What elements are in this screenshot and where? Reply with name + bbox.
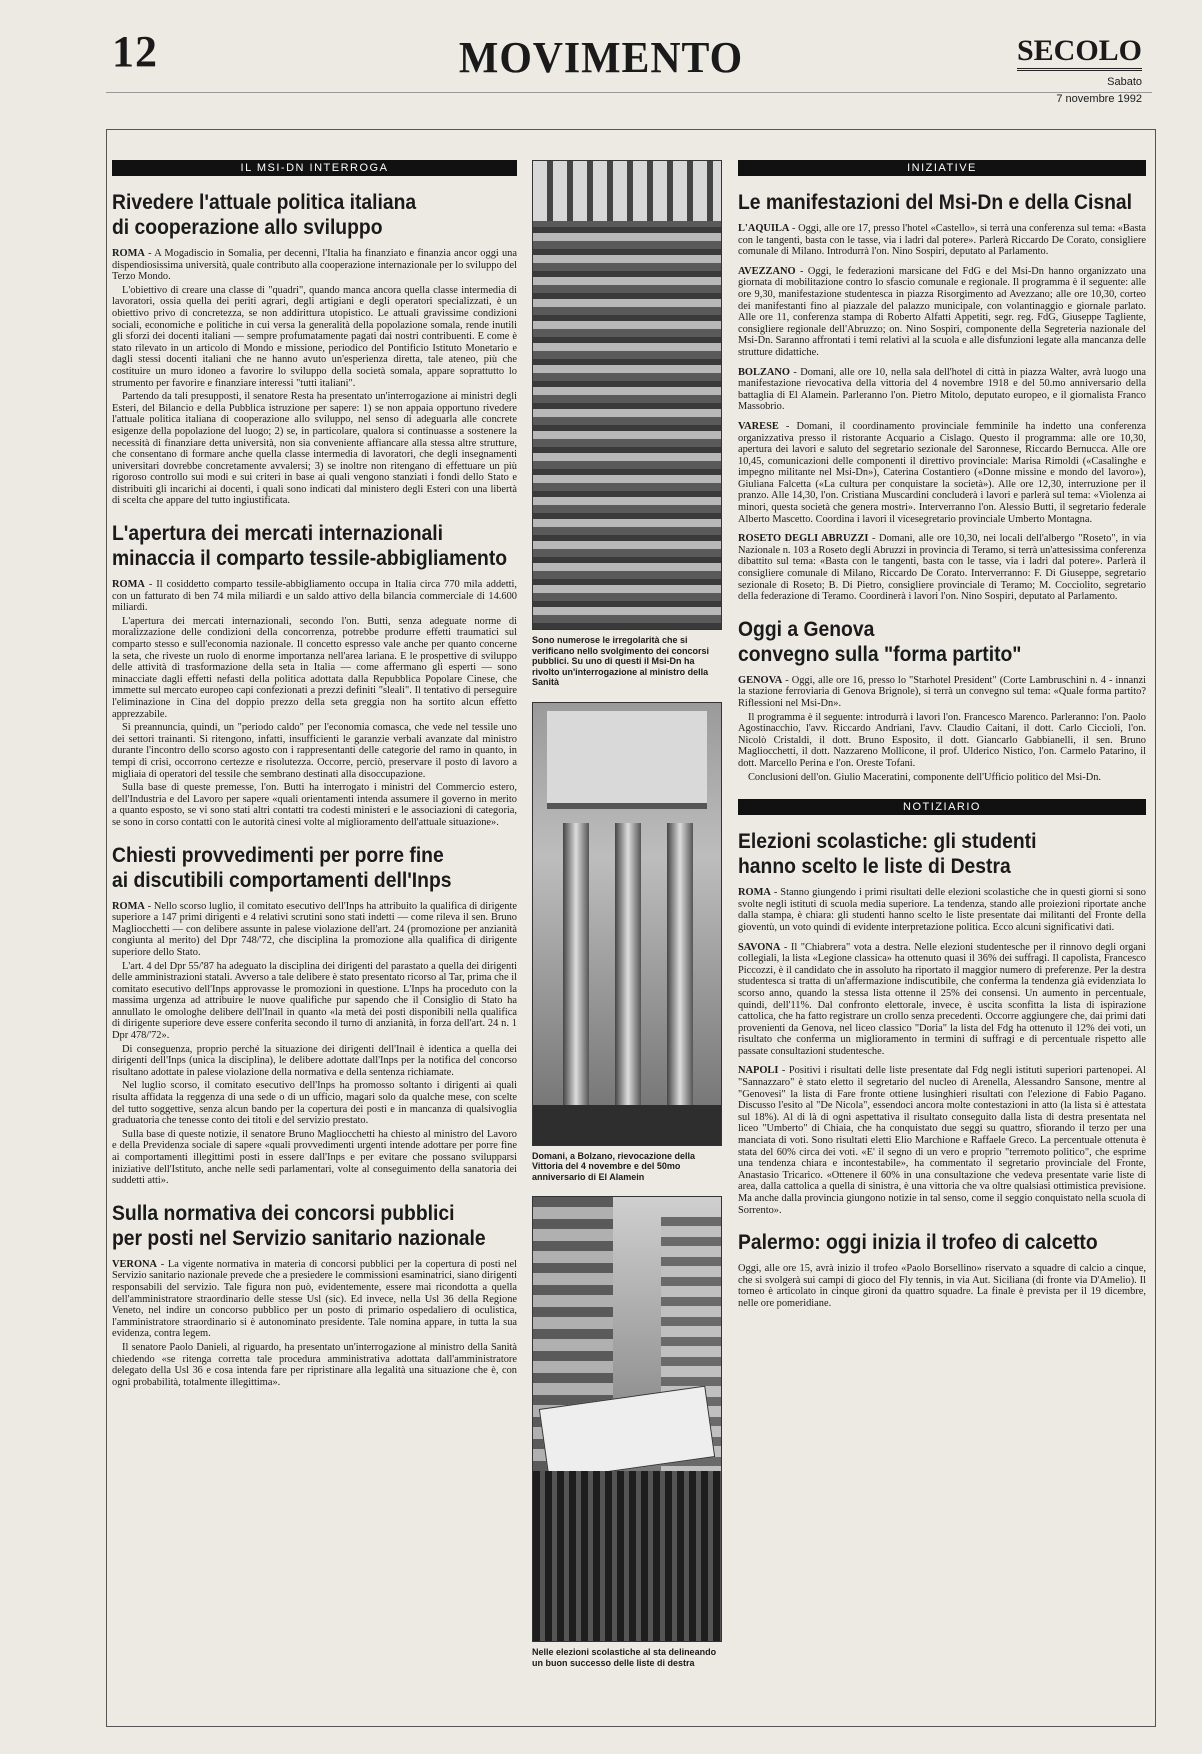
headline-concorsi: Sulla normativa dei concorsi pubblici per posti nel Servizio sanitario nazionale (112, 1201, 486, 1250)
article-cooperazione (112, 190, 517, 507)
photo-exam-hall (532, 160, 722, 630)
page-number: 12 (112, 27, 158, 76)
photo-monument (532, 702, 722, 1146)
article-paragraph: L'obiettivo di creare una classe di "quadri", quando manca ancora quella classe intermedia di lavoratori, ossia quella dei periti agrari, degli artigiani e degli operatori specializzati, è un obiettivo privo di concretezza, se non addirittura utopistico. Le attuali gravissime condizioni sociali, economiche e politiche in cui versa la generalità della popolazione somala, rende inutili gli sforzi dei docenti italiani — sempre profumatamente pagati dai nostri contribuenti. E come è stato rilevato in un articolo di Mondo e missione, periodico del Pontificio Istituto Monetario e dagli stessi docenti italiani che ne hanno avuto un'esperienza diretta, tale ateneo, più che costituire un muro idoneo a favorire lo sviluppo della società somala, appare soprattutto lo strumento per favorire e finanziare interessi "tutti italiani". (112, 284, 517, 389)
caption-exam-hall: Sono numerose le irregolarità che si verificano nello svolgimento dei concorsi pubblici. Su uno di questi il Msi-Dn ha rivolto un'interrogazione al ministro della Sanità (532, 635, 710, 687)
article-paragraph: ROMA - A Mogadiscio in Somalia, per decenni, l'Italia ha finanziato e finanzia ancor oggi una dispendiosissima università, quale contributo alla cooperazione internazionale per lo sviluppo del Terzo Mondo. (112, 248, 517, 283)
article-paragraph: Si preannuncia, quindi, un "periodo caldo" per l'economia comasca, che vede nel tessile uno dei settori trainanti. Si ritengono, infatti, insufficienti le garanzie verbali avanzate dal ministro durante l'incontro dello scorso agosto con i rappresentanti delle categorie del ramo in quanto, in tempi di crisi, occorrono certezze e risolutezza. Occorre, perciò, preservare il posto di lavoro a migliaia di operatori del tessile che sembrano destinati alla disoccupazione. (112, 722, 517, 780)
article-paragraph: Sulla base di queste notizie, il senatore Bruno Magliocchetti ha chiesto al ministro del Lavoro e della Previdenza sociale di sapere «quali provvedimenti urgenti intende adottare per porre fine ai comportamenti illegittimi posti in essere dall'Inps e per evitare che possano svilupparsi iniziative dell'Istituto, anche nelle sedi parlamentari, volte al conseguimento della sanatoria dei suddetti atti». (112, 1128, 517, 1187)
kicker-notiziario: NOTIZIARIO (738, 799, 1146, 815)
kicker-iniziative: INIZIATIVE (738, 160, 1146, 176)
item-savona: SAVONA - Il "Chiabrera" vota a destra. Nelle elezioni studentesche per il rinnovo degli organi collegiali, la lista «Legione classica» ha ottenuto quasi il 36% dei suffragi. Il capolista, Francesco Piccozzi, è il candidato che in assoluto ha riportato il maggior numero di preferenze. Per la destra studentesca si tratta di un'affermazione indiscutibile, che conferma la tendenza già evidenziata lo scorso anno, quando la stessa lista ottenne il 25% dei consensi. Un aumento in percentuale, quindi, dell'11%. Dal confronto elettorale, invece, è uscita sconfitta la lista di ispirazione cattolica, che ha fatto registrare un crollo senza precedenti. Occorre aggiungere che, dai primi dati provenienti da Genova, nel liceo classico "Doria" la lista del Fdg ha ottenuto il 12% dei voti, un risultato che conferma un miglioramento in termini di suffragi e di percentuale rispetto alle passate consultazioni studentesche. (738, 941, 1147, 1057)
article-paragraph: Conclusioni dell'on. Giulio Maceratini, componente dell'Ufficio politico del Msi-Dn. (748, 771, 1102, 783)
article-paragraph: Il programma è il seguente: introdurrà i lavori l'on. Francesco Marenco. Parleranno: l'on. Paolo Agostinacchio, l'avv. Riccardo Andriani, l'avv. Claudio Caitani, il dott. Carlo Ciccioli, l'on. Nicolò Cristaldi, il dott. Bruno Esposito, il dott. Giancarlo Gabbianelli, il sen. Bruno Magliocchetti, il dott. Nazzareno Mollicone, il prof. Ulderico Nistico, l'on. Carmelo Patarino, il dott. Marcello Perina e l'on. Oreste Tofani. (738, 711, 1146, 769)
item-roma-elezioni: ROMA - Stanno giungendo i primi risultati delle elezioni scolastiche che in questi giorni si sono svolte negli istituti di scuola media superiore. La tendenza, stando alle proiezioni riportate anche dalla stampa, è chiara: gli studenti hanno scelto le liste presentate dai militanti del Fronte della gioventù, un voto quindi di evidente interpretazione politica. Ecco alcuni significativi dati. (738, 887, 1147, 933)
masthead-date: 7 novembre 1992 (1056, 93, 1142, 105)
article-paragraph: Il senatore Paolo Danieli, al riguardo, ha presentato un'interrogazione al ministro della Sanità chiedendo «se ritenga corretta tale procedura amministrativa adottata dall'amministratore delegato della Usl 36 e cosa intenda fare per ripristinare alla legalità una situazione che è, con ogni probabilità, totalmente illegittima». (112, 1341, 517, 1388)
item-avezzano: AVEZZANO - Oggi, le federazioni marsicane del FdG e del Msi-Dn hanno organizzato una giornata di mobilitazione contro lo sfascio comunale e regionale. Il programma è il seguente: alle ore 9,30, manifestazione studentesca in piazza Risorgimento ad Avezzano; alle ore 10,30, corteo dei manifestanti fino al piazzale del palazzo municipale, con volantinaggio e giornale parlato. Alle ore 11, conferenza stampa di Roberto Alfatti Appetiti, segr. reg. FdG, Giuseppe Tagliente, consigliere regionale dell'Abruzzo; on. Nino Sospiri, componente della Segreteria nazionale del Msi-Dn. Saranno affrontati i temi relativi al la scuola e alle disfunzioni legate alla mancanza delle strutture didattiche. (738, 265, 1147, 358)
item-bolzano: BOLZANO - Domani, alle ore 10, nella sala dell'hotel di città in piazza Walter, avrà luogo una manifestazione rievocativa della vittoria del 4 novembre 1918 e del 50.mo anniversario della battaglia di El Alamein. Parleranno l'on. Pietro Mitolo, deputato europeo, e il giornalista Franco Massobrio. (738, 366, 1147, 413)
article-paragraph: Oggi, alle ore 15, avrà inizio il trofeo «Paolo Borsellino» riservato a squadre di calcio a cinque, che si svolgerà sui campi di gioco del Fly tennis, in via Aut. Siciliana (di fronte via D'Amelio). Il torneo è articolato in cinque gironi da quattro squadre. La finale è prevista per il 19 dicembre, nelle ore pomeridiane. (738, 1263, 1146, 1309)
article-inps (112, 843, 517, 1187)
article-paragraph: L'apertura dei mercati internazionali, secondo l'on. Butti, senza adeguate norme di moralizzazione delle condizioni della concorrenza, potrebbe produrre effetti traumatici sul comparto stesso e sull'economia nazionale. Il concetto espresso vale anche per quanto concerne la seta, che riveste un ruolo di enorme importanza nell'area lariana. E le prospettive di sviluppo delle attività di trasformazione della seta in Italia — come affermano gli esperti — sono minacciate dagli effetti nefasti della politica adottata dalla Repubblica Popolare Cinese, che immette sul mercato europeo capi confezionati a prezzi definiti "sleali". Il tentativo di perseguire l'eliminazione in Cina del doppio prezzo della seta greggia non ha sortito alcun effetto apprezzabile. (112, 615, 517, 720)
item-laquila: L'AQUILA - Oggi, alle ore 17, presso l'hotel «Castello», si terrà una conferenza sul tema: «Basta con le tangenti, basta con le tasse, via i ladri dal potere». Parlerà Riccardo De Corato, consigliere comunale di Milano. Introdurrà l'on. Nino Sospiri, deputato al Parlamento. (738, 223, 1147, 258)
article-paragraph: Partendo da tali presupposti, il senatore Resta ha presentato un'interrogazione ai ministri degli Esteri, del Bilancio e della Pubblica istruzione per sapere: 1) se non appaia opportuno rivedere l'attuale politica italiana di cooperazione allo sviluppo, nel senso di adeguarla alle concrete esigenze della popolazione del luogo; 2) se, in particolare, qualora si continuasse a sostenere la necessità di finanziare detta università, non sia conveniente affiancare alla stessa altre strutture, che consentano di formare anche quella classe intermedia di lavoratori, che degli insegnamenti universitari dovrebbe concretamente avvalersi; 3) se inoltre non ritengano di effettuare un più rigoroso controllo sui modi e sui criteri in base ai quali vengono stanziati i fondi dello Stato e distribuiti gli incarichi ai docenti, i quali sono indicati dal ministero degli Esteri con una libertà di scelta che appare del tutto ingiustificata. (112, 391, 517, 507)
top-rule (106, 92, 1152, 93)
article-paragraph: GENOVA - Oggi, alle ore 16, presso lo "Starhotel President" (Corte Lambruschini n. 4 - innanzi la stazione ferroviaria di Genova Brignole), si terrà un convegno sul tema: «Quale forma partito? Riflessioni nel Msi-Dn». (738, 674, 1146, 709)
article-paragraph: Nel luglio scorso, il comitato esecutivo dell'Inps ha promosso soltanto i dirigenti ai quali risulta affidata la reggenza di una sede o di un ufficio, magari solo da qualche mese, con scelte del tutto soggettive, senza alcun bando per la copertura dei posti e in mancanza di qualsivoglia graduatoria che tenesse conto dei titoli e del servizio prestato. (112, 1080, 517, 1127)
caption-monument: Domani, a Bolzano, rievocazione della Vittoria del 4 novembre e del 50mo anniversario di El Alamein (532, 1150, 696, 1182)
headline-genova: Oggi a Genova convegno sulla "forma partito" (738, 617, 1022, 666)
masthead-logo: SECOLO (1017, 34, 1142, 71)
article-paragraph: L'art. 4 del Dpr 55/'87 ha adeguato la disciplina dei dirigenti del parastato a quella dei dirigenti delle amministrazioni statali. Avverso a tale delibere è stato presentato ricorso al Tar, prima che il comitato esecutivo dell'Inps approvasse le promozioni in questione. L'Inps ha proceduto con la massima urgenza ad attribuire le nuove qualifiche pur sapendo che il Consiglio di Stato ha annullato le omologhe delibere dell'Inail in quanto «la metà dei posti disponibili nella qualifica di dirigente superiore deve essere conferita secondo il turno di anzianità, in forza dell'art. 24 n. 1 Dpr 478/'72». (112, 960, 517, 1042)
headline-inps: Chiesti provvedimenti per porre fine ai discutibili comportamenti dell'Inps (112, 843, 452, 892)
section-title: MOVIMENTO (458, 33, 744, 82)
article-paragraph: ROMA - Il cosiddetto comparto tessile-abbigliamento occupa in Italia circa 770 mila addetti, con un fatturato di ben 74 mila miliardi e un saldo attivo della bilancia commerciale di 14.600 miliardi. (112, 579, 518, 614)
left-column (112, 160, 517, 1390)
photo-student-march (532, 1196, 722, 1642)
item-varese: VARESE - Domani, il coordinamento provinciale femminile ha indetto una conferenza organizzativa presso il ristorante Acquario a Cislago. Questo il programma: alle ore 10,30, apertura dei lavori e saluto del segretario sezionale del Saronnese, Riccardo Bernucca. Alle ore 10,45, comunicazioni delle componenti il direttivo provinciale: Marisa Rimoldi («Casalinghe e impegno militante nel Msi-Dn»), Caterina Costantiero («Donne missine e mondo del lavoro»), Giuliana Falcetta («La cultura per conquistare la società»). Alle ore 12,30, interruzione per il pranzo. Alle 14,30, l'on. Cristiana Muscardini concluderà i lavori e parlerà sul tema: «Violenza ai minori, questa società che genera mostri». Interverranno l'on. Alessio Butti, il segretario federale Alberto Mascetto. Coordina i lavori il vicesegretario provinciale Umberto Montagna. (738, 420, 1146, 525)
article-paragraph: Sulla base di queste premesse, l'on. Butti ha interrogato i ministri del Commercio estero, dell'Industria e del Lavoro per sapere «quali orientamenti intenda assumere il governo in merito a quanto esposto, se vi sono stati altri contatti tra codesti ministeri e le associazioni di categoria, se sono in corso contatti con le autorità cinesi volte al miglioramento dell'attuale situazione». (112, 782, 517, 828)
headline-tessile: L'apertura dei mercati internazionali minaccia il comparto tessile-abbigliamento (112, 522, 508, 571)
masthead (1017, 34, 1142, 105)
headline-cooperazione: Rivedere l'attuale politica italiana di cooperazione allo sviluppo (112, 191, 417, 239)
article-concorsi (112, 1201, 517, 1389)
headline-manifestazioni: Le manifestazioni del Msi-Dn e della Cisnal (738, 191, 1133, 214)
right-column (738, 160, 1146, 1312)
kicker-msi-interroga: IL MSI-DN INTERROGA (112, 160, 517, 176)
item-napoli: NAPOLI - Positivi i risultati delle liste presentate dal Fdg negli istituti superiori partenopei. Al "Sannazzaro" è stato eletto il segretario del nucleo di Arenella, Alessandro Sansone, mentre al "Genovesi" la lista di Fare fronte ottiene lusinghieri risultati con l'elezione di Fabio Pagano. Discusso l'esito al "De Nicola", essendoci ancora molte contestazioni in atto (la lista si è attestata sul 18%). Al di là di ogni aspettativa il risultato conseguito dalla lista di destra presentata nel liceo "Umberto" di Chiaia, che ha conquistato due seggi su quattro, sfiorando il terzo per una manciata di voti. Sono risultati eletti Elio Marchione e Raffaele Greco. La percentuale ottenuta è stata del 60% circa dei voti. «E' il segno di un vero e proprio "terremoto politico", che esprime una tendenza chiara e incontestabile», ha commentato il segretario provinciale del Fronte, Anastasio Tricarico. «Ottenere il 60% in una consultazione che vedeva presentate varie liste di area, dalla cattolica a quella di sinistra, è una vittoria che va oltre qualsiasi ottimistica previsione. Ma anche dalla provincia giungono notizie in tal senso, come il seggio conquistato nella scuola di Sorrento». (738, 1065, 1146, 1216)
article-tessile (112, 521, 517, 828)
middle-column (532, 160, 722, 1682)
article-paragraph: VERONA - La vigente normativa in materia di concorsi pubblici per la copertura di posti nel Servizio sanitario nazionale prevede che a presiedere le commissioni esaminatrici, siano dirigenti responsabili del servizio. Tale figura non può, evidentemente, essere mai ricondotta a quella dell'amministratore straordinario delle stesse Usl (sic). Ed invece, nella Usl 36 della Regione Veneto, nel indire un concorso pubblico per un posto di primario ospedaliero di oculistica, l'amministratore straordinario si è autonominato presidente. Tale nomina appare, in tutta la sua evidenza, contra legem. (112, 1258, 517, 1340)
item-roseto: ROSETO DEGLI ABRUZZI - Domani, alle ore 10,30, nei locali dell'albergo "Roseto", in via Nazionale n. 103 a Roseto degli Abruzzi in provincia di Teramo, si terrà un'attesissima conferenza dibattito sul tema: «Basta con le tangenti, basta con le tasse, via i ladri dal potere». Parlerà il consigliere comunale di Milano, Riccardo De Corato. Interverranno: F. Di Giuseppe, segretario sezionale di Roseto; B. Di Pietro, consigliere provinciale di Teramo; M. Cocciolito, segretario della federazione di Teramo. Coordinerà i lavori l'on. Nino Sospiri, deputato al Parlamento. (738, 533, 1146, 603)
article-paragraph: Di conseguenza, proprio perché la situazione dei dirigenti dell'Inail è identica a quella dei dirigenti dell'Inps (unica la disciplina), le delibere adottate dall'Inps per la notifica del concorso risultano adottate in palese violazione della normativa e della sentenza richiamate. (112, 1043, 517, 1078)
caption-student-march: Nelle elezioni scolastiche al sta delineando un buon successo delle liste di destra (532, 1647, 717, 1668)
headline-palermo: Palermo: oggi inizia il trofeo di calcetto (738, 1231, 1098, 1255)
headline-elezioni: Elezioni scolastiche: gli studenti hanno scelto le liste di Destra (738, 830, 1037, 879)
article-paragraph: ROMA - Nello scorso luglio, il comitato esecutivo dell'Inps ha attribuito la qualifica di dirigente superiore a 147 primi dirigenti e 4 relativi scrutini sono stati indetti — come rileva il sen. Bruno Magliocchetti — con delibere assunte in palese violazione dell'art. 24 (promozione per anzianità congiunta al merito) del Dpr 748/'72, che disciplina la promozione alla qualifica di dirigente superiore dello Stato. (112, 900, 517, 958)
masthead-weekday: Sabato (1107, 76, 1142, 88)
